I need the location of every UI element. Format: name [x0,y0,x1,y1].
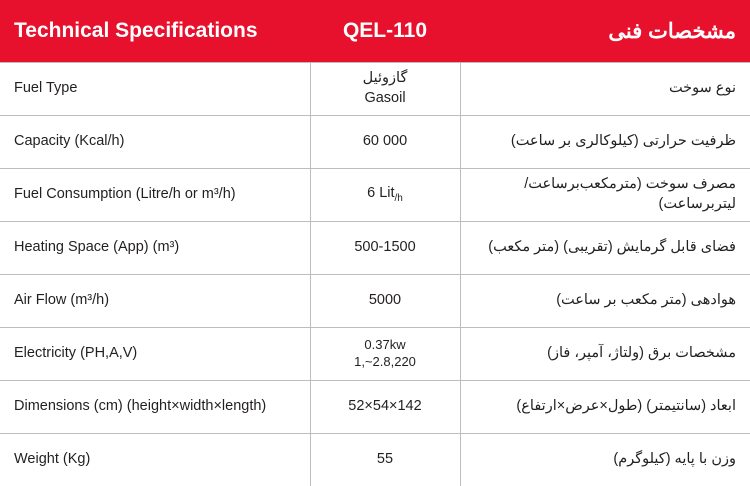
spec-value-unit: /h [395,193,403,204]
spec-label-electricity: Electricity (PH,A,V) [0,328,310,381]
spec-label-weight: Weight (Kg) [0,434,310,486]
spec-value-electricity [310,328,460,381]
spec-label-fa-capacity: ظرفیت حرارتی (کیلوکالری بر ساعت) [460,116,750,169]
spec-label-air-flow: Air Flow (m³/h) [0,275,310,328]
spec-label-fa-heating-space: فضای قابل گرمایش (تقریبی) (متر مکعب) [460,222,750,275]
header-farsi-title: مشخصات فنی [460,0,750,63]
table-body [0,63,750,486]
spec-value-line2: Gasoil [325,89,446,109]
spec-label-capacity: Capacity (Kcal/h) [0,116,310,169]
spec-value-line1: 6 Lit [367,185,394,201]
spec-value-fuel-type [310,63,460,116]
spec-value-fuel-consumption [310,169,460,222]
table-header [0,0,750,63]
spec-label-fa-weight: وزن با پایه (کیلوگرم) [460,434,750,486]
spec-label-fuel-type: Fuel Type [0,63,310,116]
spec-label-fa-air-flow: هوادهی (متر مکعب بر ساعت) [460,275,750,328]
spec-value-dimensions: 52×54×142 [310,381,460,434]
spec-label-dimensions: Dimensions (cm) (height×width×length) [0,381,310,434]
table-row [0,222,750,275]
header-row [0,0,750,63]
table-row [0,434,750,486]
table-row [0,381,750,434]
spec-value-air-flow: 5000 [310,275,460,328]
table-row [0,169,750,222]
spec-label-fa-fuel-type: نوع سوخت [460,63,750,116]
spec-value-capacity: 60 000 [310,116,460,169]
spec-label-heating-space: Heating Space (App) (m³) [0,222,310,275]
spec-label-fa-fuel-consumption: مصرف سوخت (مترمکعب‌برساعت/ لیتربرساعت) [460,169,750,222]
table-row [0,328,750,381]
spec-label-fa-dimensions: ابعاد (سانتیمتر) (طول×عرض×ارتفاع) [460,381,750,434]
spec-value-line2: 1,~2.8,220 [325,354,446,371]
header-english-title: Technical Specifications [0,0,310,63]
header-model-title: QEL-110 [310,0,460,63]
spec-value-weight: 55 [310,434,460,486]
spec-label-fa-electricity: مشخصات برق (ولتاژ، آمپر، فاز) [460,328,750,381]
spec-value-line1: گازوئیل [325,69,446,89]
table-row [0,116,750,169]
table-row [0,275,750,328]
spec-value-heating-space: 500-1500 [310,222,460,275]
spec-value-line1: 0.37kw [325,337,446,354]
table-row [0,63,750,116]
spec-label-fuel-consumption: Fuel Consumption (Litre/h or m³/h) [0,169,310,222]
